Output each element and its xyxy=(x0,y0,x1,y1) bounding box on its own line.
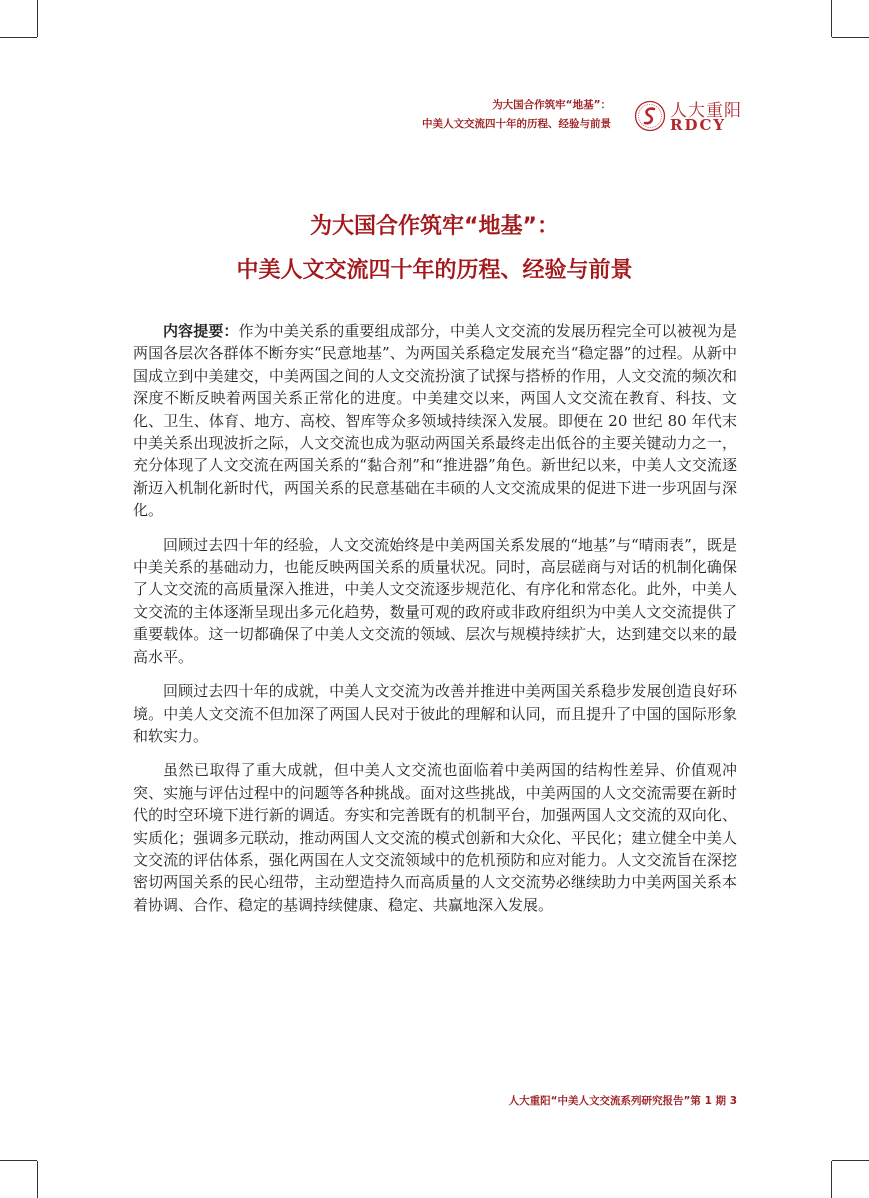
crop-mark xyxy=(831,0,832,37)
abstract-paragraph-1-text: 作为中美关系的重要组成部分，中美人文交流的发展历程完全可以被视为是两国各层次各群体不断夯实“民意地基”、为两国关系稳定发展充当“稳定器”的过程。从新中国成立到中美建交，中美两国之间的人文交流扮演了试探与搭桥的作用，人文交流的频次和深度不断反映着两国关系正常化的进度。中美建交以来，两国人文交流在教育、科技、文化、卫生、体育、地方、高校、智库等众多领域持续深入发展。即便在 20 世纪 80 年代末中美关系出现波折之际，人文交流也成为驱动两国关系最终走出低谷的主要关键动力之一，充分体现了人文交流在两国关系的“黏合剂”和“推进器”角色。新世纪以来，中美人文交流逐渐迈入机制化新时代，两国关系的民意基础在丰硕的人文交流成果的促进下进一步巩固与深化。 xyxy=(133,322,737,520)
footer-publication: 人大重阳“中美人文交流系列研究报告”第 1 期 xyxy=(508,1095,727,1107)
page-title-line2: 中美人文交流四十年的历程、经验与前景 xyxy=(236,258,633,283)
rdcy-logo xyxy=(634,96,744,136)
logo-chinese-name: 人大重阳 xyxy=(670,101,742,121)
abstract-paragraph-1 xyxy=(133,320,737,522)
abstract-section xyxy=(133,320,737,928)
abstract-label: 内容提要： xyxy=(163,322,239,340)
running-header xyxy=(422,96,611,134)
crop-mark xyxy=(832,37,869,38)
page-title-line1: 为大国合作筑牢“地基”： xyxy=(310,214,559,239)
running-header-line2: 中美人文交流四十年的历程、经验与前景 xyxy=(422,118,611,130)
crop-mark xyxy=(37,0,38,37)
crop-mark xyxy=(0,1160,37,1161)
logo-english-name: RDCY xyxy=(670,116,727,134)
abstract-paragraph-2: 回顾过去四十年的经验，人文交流始终是中美两国关系发展的“地基”与“晴雨表”，既是中美关系的基础动力，也能反映两国关系的质量状况。同时，高层磋商与对话的机制化确保了人文交流的高质量深入推进，中美人文交流逐步规范化、有序化和常态化。此外，中美人文交流的主体逐渐呈现出多元化趋势，数量可观的政府或非政府组织为中美人文交流提供了重要载体。这一切都确保了中美人文交流的领域、层次与规模持续扩大，达到建交以来的最高水平。 xyxy=(133,535,737,666)
abstract-paragraph-3: 回顾过去四十年的成就，中美人文交流为改善并推进中美两国关系稳步发展创造良好环境。中美人文交流不但加深了两国人民对于彼此的理解和认同，而且提升了中国的国际形象和软实力。 xyxy=(133,682,737,745)
crop-mark xyxy=(831,1161,832,1198)
crop-mark xyxy=(37,1161,38,1198)
running-header-line1: 为大国合作筑牢“地基”： xyxy=(492,99,611,111)
page-number: 3 xyxy=(729,1095,737,1107)
page-footer xyxy=(509,1093,737,1108)
crop-mark xyxy=(832,1160,869,1161)
rdcy-emblem-icon xyxy=(634,100,666,132)
crop-mark xyxy=(0,37,37,38)
abstract-paragraph-4: 虽然已取得了重大成就，但中美人文交流也面临着中美两国的结构性差异、价值观冲突、实施与评估过程中的问题等各种挑战。面对这些挑战，中美两国的人文交流需要在新时代的时空环境下进行新的调适。夯实和完善既有的机制平台，加强两国人文交流的双向化、实质化；强调多元联动，推动两国人文交流的模式创新和大众化、平民化；建立健全中美人文交流的评估体系，强化两国在人文交流领域中的危机预防和应对能力。人文交流旨在深挖密切两国关系的民心纽带，主动塑造持久而高质量的人文交流势必继续助力中美两国关系本着协调、合作、稳定的基调持续健康、稳定、共赢地深入发展。 xyxy=(133,761,737,914)
